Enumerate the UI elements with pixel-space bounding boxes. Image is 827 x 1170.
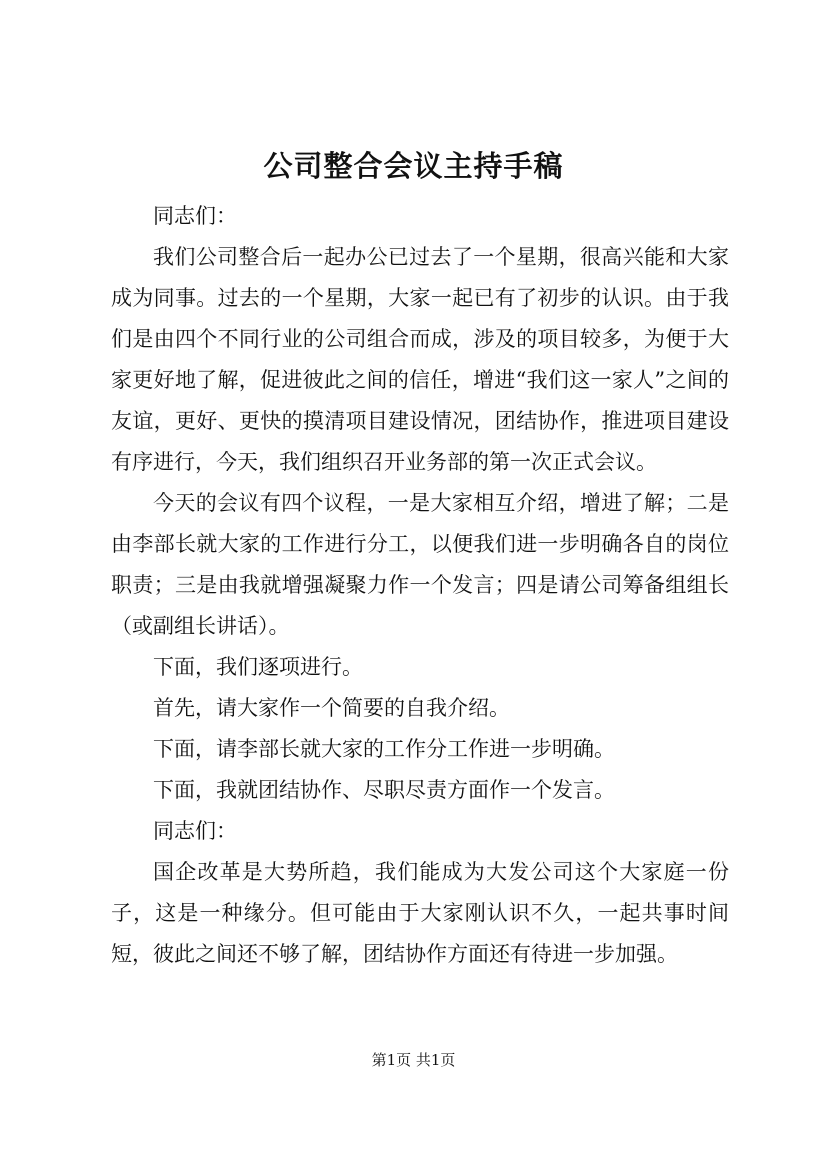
paragraph-intro: 我们公司整合后一起办公已过去了一个星期，很高兴能和大家成为同事。过去的一个星期，大家一起已有了初步的认识。由于我们是由四个不同行业的公司组合而成，涉及的项目较多，为便于大家更好地了解，促进彼此之间的信任，增进“我们这一家人”之间的友谊，更好、更快的摸清项目建设情况，团结协作，推进项目建设有序进行，今天，我们组织召开业务部的第一次正式会议。 (111, 245, 729, 474)
document-title: 公司整合会议主持手稿 (263, 149, 564, 183)
paragraph-self-intro: 首先，请大家作一个简要的自我介绍。 (153, 696, 510, 720)
paragraph-greeting: 同志们： (153, 204, 237, 228)
paragraph-greeting-2: 同志们： (153, 819, 237, 843)
paragraph-proceed: 下面，我们逐项进行。 (153, 655, 363, 679)
document-body (111, 196, 729, 975)
paragraph-speech: 下面，我就团结协作、尽职尽责方面作一个发言。 (153, 778, 615, 802)
paragraph-reform: 国企改革是大势所趋，我们能成为大发公司这个大家庭一份子，这是一种缘分。但可能由于大家刚认识不久，一起共事时间短，彼此之间还不够了解，团结协作方面还有待进一步加强。 (111, 860, 729, 966)
paragraph-agenda: 今天的会议有四个议程，一是大家相互介绍，增进了解；二是由李部长就大家的工作进行分工，以便我们进一步明确各自的岗位职责；三是由我就增强凝聚力作一个发言；四是请公司筹备组组长（或副组长讲话）。 (111, 491, 729, 638)
paragraph-division: 下面，请李部长就大家的工作分工作进一步明确。 (153, 737, 615, 761)
page-number-footer: 第1页 共1页 (371, 1051, 456, 1069)
